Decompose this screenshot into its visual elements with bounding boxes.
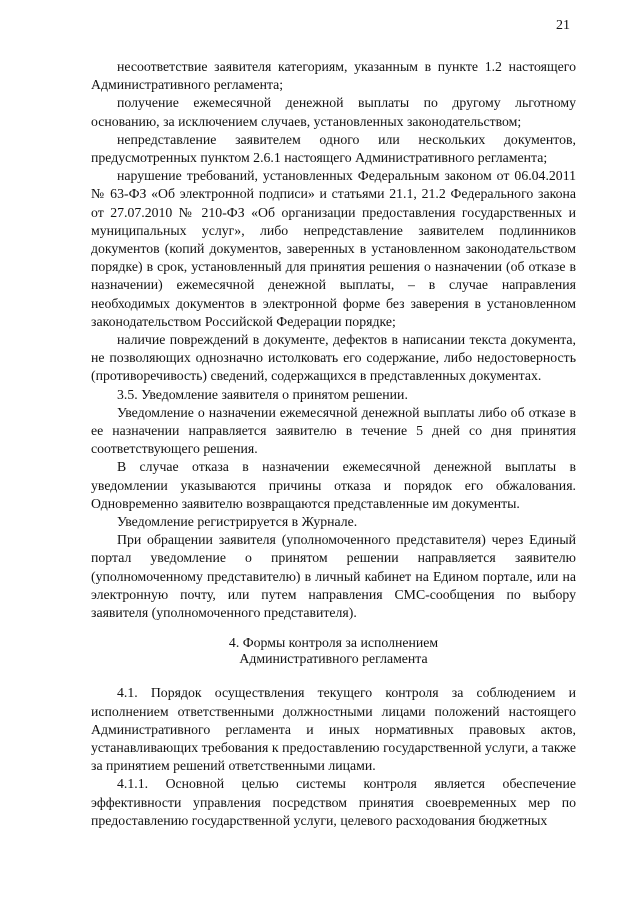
paragraph-reason-signature-law: нарушение требований, установленных Федеральным законом от 06.04.2011 № 63-ФЗ «Об электронной подписи» и статьями 21.1, 21.2 Федерального закона от 27.07.2010 № 210-ФЗ «Об организации предоставления государственных и муниципальных услуг», либо непредставление заявителем подлинников документов (копий документов, заверенных в установленном законодательством порядке) в срок, установленный для принятия решения о назначении (об отказе в назначении) ежемесячной денежной выплаты, – в случае направления необходимых документов в электронной форме без заверения в установленном законодательством Российской Федерации порядке; (91, 168, 576, 329)
section-4-heading-line2: Административного регламента (239, 651, 428, 667)
paragraph-reason-damaged-docs: наличие повреждений в документе, дефектов в написании текста документа, не позволяющих однозначно истолковать его содержание, либо недостоверность (противоречивость) сведений, содержащихся в представленных документах. (91, 332, 576, 384)
paragraph-refusal-reasons: В случае отказа в назначении ежемесячной денежной выплаты в уведомлении указываются причины отказа и порядок его обжалования. Одновременно заявителю возвращаются представленные им документы. (91, 459, 576, 511)
paragraph-reason-missing-docs: непредставление заявителем одного или нескольких документов, предусмотренных пунктом 2.6.1 настоящего Административного регламента; (91, 131, 576, 166)
paragraph-portal-notification: При обращении заявителя (уполномоченного представителя) через Единый портал уведомление о принятом решении направляется заявителю (уполномоченному представителю) в личный кабинет на Едином портале, или на электронную почту, или путем направления СМС-сообщения по выбору заявителя (уполномоченного представителя). (91, 532, 576, 621)
paragraph-notification-timing: Уведомление о назначении ежемесячной денежной выплаты либо об отказе в ее назначении направляется заявителю в течение 5 дней со дня принятия соответствующего решения. (91, 404, 576, 457)
paragraph-section-4-1: 4.1. Порядок осуществления текущего контроля за соблюдением и исполнением ответственными должностными лицами положений настоящего Административного регламента и иных нормативных правовых актов, устанавливающих требования к предоставлению государственной услуги, а также за принятием решений ответственными лицами. (91, 685, 576, 774)
paragraph-reason-other-benefit: получение ежемесячной денежной выплаты по другому льготному основанию, за исключением случаев, установленных законодательством; (91, 95, 576, 129)
paragraph-section-4-1-1: 4.1.1. Основной целью системы контроля является обеспечение эффективности управления посредством принятия своевременных мер по предоставлению государственной услуги, целевого расходования бюджетных (91, 776, 576, 828)
paragraph-reason-category: несоответствие заявителя категориям, указанным в пункте 1.2 настоящего Административного регламента; (91, 59, 576, 93)
document-body (91, 58, 576, 830)
section-4-heading (91, 635, 576, 667)
paragraph-section-3-5: 3.5. Уведомление заявителя о принятом решении. (117, 386, 408, 402)
page-number: 21 (556, 18, 570, 33)
paragraph-journal-registration: Уведомление регистрируется в Журнале. (117, 514, 358, 530)
section-4-heading-line1: 4. Формы контроля за исполнением (228, 635, 439, 651)
